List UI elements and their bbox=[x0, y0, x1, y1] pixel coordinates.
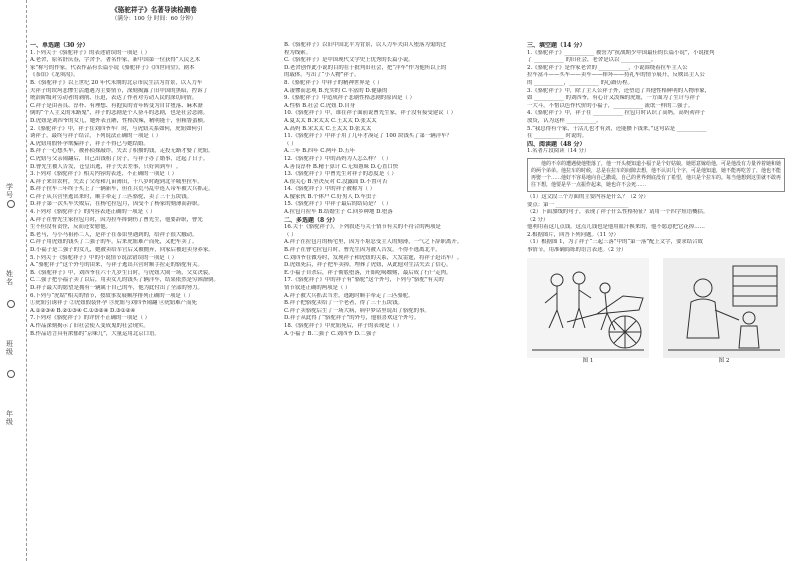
question-line: 2.《骆驼祥子》中，祥子在刘四爷车厂时，与虎妞关系如何，虎妞如何引 bbox=[30, 125, 203, 132]
question-line: C.祥子是由善良、淳朴、有理想、有抱负的青年转变为自甘堕落、麻木潦 bbox=[30, 102, 203, 109]
question-line: B.祥子拉车三年终于买上了一辆新车，但在兵荒马乱中连人带车被大兵抓走。 bbox=[30, 186, 214, 193]
question-line: A.拉包月拉车 B.结婚生子 C.回乡种地 D.堕落 bbox=[284, 209, 393, 216]
question-line: 2.《骆驼祥子》是作家老舍的 ___________，小说围绕着拉车主人公 bbox=[527, 64, 688, 71]
question-line: 如 ___________ 的刘四爷，有心计又泼辣的虎妞，一方面为了生计与祥子 bbox=[527, 95, 701, 102]
question-line: A.作品深刻揭示了旧社会使人变成鬼的社会现实。 bbox=[30, 322, 149, 329]
question-line: 18.《骆驼祥子》中虎妞死后，祥子的表现是（ ） bbox=[284, 322, 403, 329]
binding-margin bbox=[0, 0, 27, 561]
binding-hole bbox=[7, 370, 15, 378]
question-line: 4.《骆驼祥子》中，祥子在 ___________ 拉包月时认识了高妈，高妈劝祥子 bbox=[527, 110, 706, 117]
question-line: A.祥子在拉包月的杨宅里，因为不堪忍受主人的刻薄，一气之下辞职离开。 bbox=[284, 239, 463, 246]
question-line: D.虎妞死后，祥子把车卖掉，埋葬了虎妞，从此他对生活失去了信心。 bbox=[284, 262, 452, 269]
question-line: A.善良淳朴 B.精于算计 C.无知愚昧 D.心直口快 bbox=[284, 163, 399, 170]
question-line: B.作品语言具有浓郁的“京味儿”，大量运用北京口语。 bbox=[30, 330, 160, 337]
column-1 bbox=[30, 42, 278, 552]
section-heading: 一、单选题（30 分） bbox=[30, 42, 89, 49]
question-line: A.祥子来自农村，失去了父母和几亩薄田，十八岁时跑到北平城里拉车。 bbox=[30, 178, 203, 185]
binding-hole bbox=[7, 300, 15, 308]
question-line: C.《骆驼祥子》是中国现代文学史上优秀的长篇小说。 bbox=[284, 57, 414, 64]
figure-caption: 图 2 bbox=[718, 357, 730, 364]
question-line: B.《骆驼祥子》以上世纪 20 年代末期的北京市民生活为背景，以人力车 bbox=[30, 79, 203, 86]
question-line: A.凄惨而悲观 B.充实的 C.丰富的 D.健康的 bbox=[284, 87, 388, 94]
question-line: A.祥子在曹先生家拉包月时，因为拉车摔倒伤了曹先生，他要辞职，曹先 bbox=[30, 216, 203, 223]
question-line: 15.《骆驼祥子》中祥子最后的结局是？（ ） bbox=[284, 201, 392, 208]
question-line: 6.下列与“虎姑”相关的情节，按故事发展顺序排列正确的一项是（ ） bbox=[30, 292, 194, 299]
question-line: （1）根据图 1，为了祥子“三起三落”中的“第一落”配上文字，要求结合故 bbox=[527, 239, 703, 246]
binding-label: 姓名 bbox=[6, 270, 13, 286]
question-line: D.曹先生被人告发，仓皇出逃，祥子失去差事，只好回到车厂。 bbox=[30, 163, 182, 170]
question-line: 夫祥子的坎坷悲惨生活遭遇为主要情节，深刻揭露了旧中国的黑暗，控诉了 bbox=[30, 87, 208, 94]
question-line: B.祥子把骆驼卖给了一个老者，得了三十五块钱。 bbox=[284, 300, 403, 307]
question-line: C.祥子卖骆驼后生了一场大病，病中梦话里说出了骆驼的事。 bbox=[284, 307, 430, 314]
question-line: 4.下列对《骆驼祥子》的内容表述正确的一项是（ ） bbox=[30, 209, 156, 216]
question-line: 9.《骆驼祥子》中造成祥子悲剧性格悲剧的原因是（ ） bbox=[284, 95, 415, 102]
question-line: 14.《骆驼祥子》中的祥子被称为（ ） bbox=[284, 186, 376, 193]
fill-in-section bbox=[527, 42, 785, 156]
question-line: 放贷，认为这样 ___________。 bbox=[527, 117, 602, 124]
question-line: 生不但没有责怪，反而还安慰他。 bbox=[30, 224, 111, 231]
reading-passage: 他的不幸的遭遇使他堕落了，他一开头便知道小福子是个好姑娘，她愿意嫁给他，可是他没有力量养着她和她的两个弟弟。他拉车的时候，总是在拉车的间隙去想，他不认识几个字，可是他知道，她不能再吃苦了，他也不能再娶一个……他好不容易地向自己撒谎，自己的世界到底没有了希望，他只是个拉车的。每当他想到这里就不敢再往下想，他要是早一点振作起来，她也许不会死…… bbox=[527, 158, 785, 192]
question-line: 他利用着这儿点钱，这点儿钱也是他用血汗换来的，他不愿意把它花掉…… bbox=[527, 224, 705, 231]
question-line: D.小福子是二强子的女儿，她被卖给军官后又被抛弃，回家后被迫卖身养家。 bbox=[30, 247, 214, 254]
scene-illustration-icon bbox=[663, 258, 785, 358]
question-line: D.老舍创作此小说的目的在于批判旧社会，把“洋车”作为他所以上的 bbox=[284, 64, 447, 71]
figure-1 bbox=[527, 258, 649, 366]
question-line: A.虎妞用假怀孕欺骗祥子，祥子不得已与她结婚。 bbox=[30, 140, 149, 147]
question-line: 拉车富斗——买车——卖车——摔坏——持礼车的情节展开，反映出主人公 bbox=[527, 72, 705, 79]
figures bbox=[527, 258, 785, 366]
question-line: 《茶馆》《龙须沟》。 bbox=[30, 72, 79, 79]
question-line: 家”称号的作家。代表作品有长篇小说《骆驼祥子》《四世同堂》，剧本 bbox=[30, 64, 195, 71]
question-line: C.虎妞与父亲闹翻后，自己出钱租了房子，与祥子办了婚事，过起了日子。 bbox=[30, 155, 209, 162]
question-line: 要点：第一 ___________________________ bbox=[527, 201, 629, 208]
question-line: 8.《骆驼祥子》中祥子的精神世界是（ ） bbox=[284, 79, 383, 86]
question-line: 7.下列对《骆驼祥子》的评价不正确的一项是（ ） bbox=[30, 315, 151, 322]
column-3 bbox=[527, 42, 785, 552]
question-line: 程为线索。 bbox=[284, 49, 311, 56]
section-heading: 二、多选题（8 分） bbox=[284, 216, 339, 224]
question-line: 5.下列关于《骆驼祥子》中的小说情节说法错误的一项是（ ） bbox=[30, 254, 178, 261]
question-line: 2.根据图片，回答下列问题。（11 分） bbox=[527, 231, 619, 238]
question-line: B.老马，与小马祖孙二人，是祥子在茶馆里遇到的，给祥子很大触动。 bbox=[30, 231, 198, 238]
section-heading: 三、填空题（14 分） bbox=[527, 42, 586, 49]
question-line: A.老舍，原名舒庆春，字舍予。著名作家，新中国第一位获得“人民艺术 bbox=[30, 57, 201, 64]
question-line: C.祥子用虎妞的钱买了二强子的车，后来虎妞难产而死，又把车卖了。 bbox=[30, 239, 198, 246]
binding-label: 学号 bbox=[6, 183, 13, 199]
question-line: A.夏太太 B.宋太太 C.王太太 D.张太太 bbox=[284, 117, 377, 124]
exam-subtitle: （满分：100 分 时间：60 分钟） bbox=[111, 16, 197, 22]
question-line: （1）这文段三个方面的主要内容是什么？（2 分） bbox=[527, 193, 649, 200]
question-line: （ ） bbox=[284, 231, 297, 238]
question-line: 情节叙述正确的两项是（ ） bbox=[284, 285, 351, 291]
question-line: （2 分） bbox=[527, 216, 549, 223]
question-line: D.虎妞是刘四爷的女儿，她外表丑陋，性格泼辣，精明能干，但粗鲁蛮横。 bbox=[30, 117, 209, 124]
exam-title: 《骆驼祥子》名著导读检测卷 bbox=[111, 6, 197, 14]
question-line: （ ） bbox=[284, 140, 297, 147]
question-line: 诱祥子，最终与祥子结合，下列说法正确的一项是（ ） bbox=[30, 133, 162, 140]
question-line: A.高妈 B.宋太太 C.王太太 D.张太太 bbox=[284, 125, 372, 132]
question-line: A.很关心 B.坚决反对 C.没露面 D.不置可否 bbox=[284, 178, 388, 185]
question-line: 在 ___________ 时说的。 bbox=[527, 133, 588, 140]
question-line: 17.《骆驼祥子》中的祥子有“骆驼”这个外号，下列与“骆驼”有关的 bbox=[284, 277, 444, 284]
question-line: 1.下列关于《骆驼祥子》的表述错误的一项是（ ） bbox=[30, 49, 151, 56]
question-line: 统治阶级对劳动者的剥削、压迫，表达了作者对劳动人民的深切同情。 bbox=[30, 95, 198, 102]
question-line: 一大斗，不惜以色作代价的小福子，___________ 流氓一样的二强子。 bbox=[527, 102, 694, 109]
binding-label: 年级 bbox=[6, 410, 13, 426]
question-line: A.祥子被大兵抓去当差，逃跑时顺手牵走了三匹骆驼。 bbox=[284, 292, 414, 299]
question-line: A.“骆驼祥子”这个外号的由来，与祥子逃出兵营时顺手拉走的骆驼有关。 bbox=[30, 262, 203, 269]
question-line: B.《骆驼祥子》中，刘四爷在六十九岁生日时，与虎妞大闹一场，父女决裂。 bbox=[30, 269, 214, 276]
question-line: 12.《骆驼祥子》中的高妈为人怎么样？（ ） bbox=[284, 155, 392, 162]
question-line: 倒的“个人主义的末路鬼”，祥子的悲剧是个人奋斗的悲剧，也是社会悲剧。 bbox=[30, 110, 209, 117]
question-line: B.祥子一心想买车，被孙侦探敲诈，失去了积攒的钱，走投无路才娶了虎妞。 bbox=[30, 148, 214, 155]
question-line: C.二强子把小福子卖了以后，用卖女儿的钱买了辆洋车，结果依然是穷困潦倒。 bbox=[30, 277, 219, 284]
question-line: C.祥子从兵营里逃出来时，顺手牵走了三匹骆驼，卖了三十五块钱。 bbox=[30, 193, 192, 200]
question-line: （2）下面加线的句子，表现了祥子什么性格特征？请用一个四字短语概括。 bbox=[527, 209, 709, 216]
question-line: 的载体，写出了“小人物”祥子。 bbox=[284, 72, 360, 79]
question-line: A.小福子 B.二强子 C.刘四爷 D.二强子 bbox=[284, 330, 377, 337]
question-line: 1.名著片段阅读（14 分） bbox=[527, 148, 590, 155]
question-line: A.傻家伙 B.个体户 C.好男人 D.车虫子 bbox=[284, 193, 377, 200]
question-line: 16.关于《骆驼祥子》，下列叙述与关于情节有关的不符合的两项是 bbox=[284, 224, 441, 231]
question-line: 13.《骆驼祥子》中曹先生对祥子的态度是（ ） bbox=[284, 171, 397, 178]
figure-2 bbox=[663, 258, 785, 366]
reading-questions bbox=[527, 194, 785, 255]
question-line: 了 ___________ 的旧社会，老舍是以以 ___________。 bbox=[527, 57, 657, 64]
column-2 bbox=[284, 42, 520, 552]
question-line: E.小福子自杀后，祥子彻底堕落，开始吃喝嫖赌，最后成了行尸走肉。 bbox=[284, 269, 452, 276]
question-line: D.祥子第一次买车失败后，在杨宅拉包月，因受不了杨家的刻薄而辞职。 bbox=[30, 201, 203, 208]
question-line: B.《骆驼祥子》以旧中国北平为背景，以人力车夫由人堕落为鬼的过 bbox=[284, 42, 447, 48]
rickshaw-illustration-icon bbox=[527, 258, 649, 358]
binding-hole bbox=[7, 200, 15, 208]
section-heading: 四、阅读题（48 分） bbox=[527, 140, 586, 148]
question-line: 的 ___________，___________ 的心路历程。 bbox=[527, 79, 633, 86]
question-line: 事情节，用准确简练的语言表述。（2 分） bbox=[527, 247, 627, 254]
question-line: A.性格 B.社会 C.虎妞 D.自身 bbox=[284, 102, 356, 109]
question-line: 10.《骆驼祥子》中，谁在祥子面前说曹先生家，祥子没有接受建议（ ） bbox=[284, 110, 457, 117]
question-line: A.三年 B.四年 C.两年 D.五年 bbox=[284, 148, 356, 155]
question-line: 1.《骆驼祥子》___________ 被誉为“抗战期少中国最佳的长篇小说”，小说批判 bbox=[527, 49, 715, 56]
question-line: D.祥子最大的愿望是拥有一辆属于自己的车，他为此付出了全部的努力。 bbox=[30, 285, 203, 291]
question-line: ①虎妞引诱祥子 ②虎妞假装怀孕 ③虎妞与刘四爷闹翻 ④虎妞难产而死 bbox=[30, 300, 197, 307]
question-line: 3.《骆驼祥子》中，除了主人公祥子外，还塑造了其他性格鲜明的人物形象， bbox=[527, 87, 711, 94]
question-line: 5.“我总得有个家，干活儿也才有劲，还能攒下钱来。”这句话是 ___________ bbox=[527, 125, 707, 132]
binding-label: 班级 bbox=[6, 340, 13, 356]
figure-caption: 图 1 bbox=[582, 357, 594, 364]
question-line: A.①②③④ B.②①③④ C.①③②④ D.③①②④ bbox=[30, 307, 136, 314]
question-line: C.刘四爷在做寿时，发现祥子和虎妞的关系，大发雷霆，将祥子赶出车厂。 bbox=[284, 254, 463, 261]
question-line: B.祥子在曹宅拉包月时，曹先生因为被人告发，不得不逃离北平。 bbox=[284, 247, 441, 254]
question-line: 11.《骆驼祥子》中祥子用了几年才凑足了 100 块钱买了第一辆洋车？ bbox=[284, 133, 452, 140]
question-line: D.祥子从此得了“骆驼祥子”的外号，他很喜欢这个外号。 bbox=[284, 315, 420, 322]
question-line: 3.下列对《骆驼祥子》相关内容的表述，不正确的一项是（ ） bbox=[30, 171, 178, 178]
